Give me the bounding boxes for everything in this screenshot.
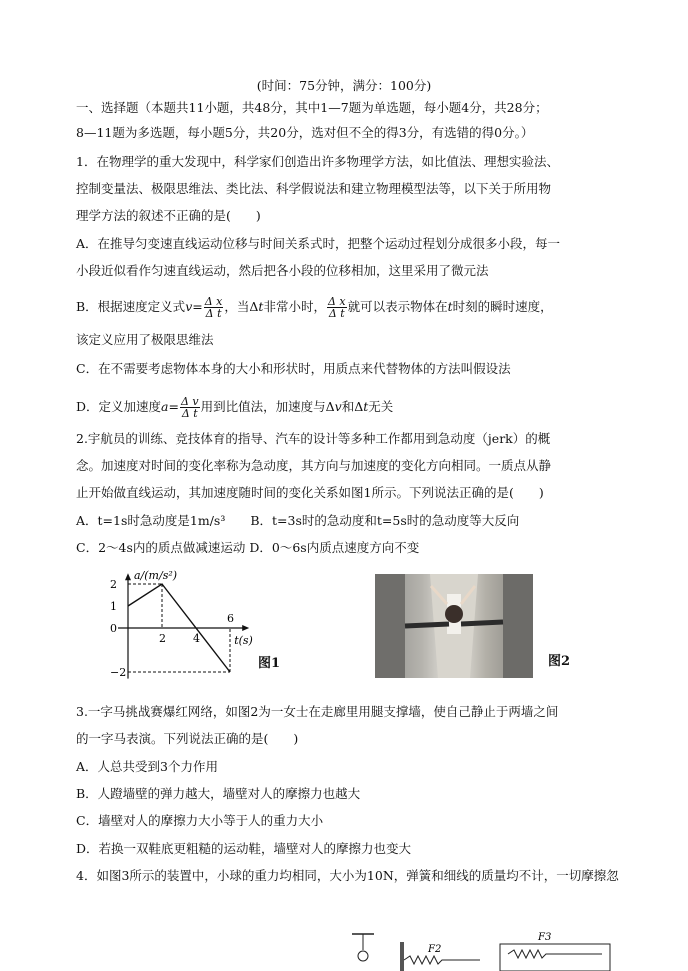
y-axis-label: a/(m/s²) [134,569,178,583]
q1-b-mid3: 就可以表示物体在 [347,299,448,314]
q3-stem-line1: 3.一字马挑战赛爆红网络，如图2为一女士在走廊里用腿支撑墙，使自己静止于两墙之间 [76,704,559,719]
q4-stem-line1: 4．如图3所示的装置中，小球的重力均相同，大小为10N，弹簧和细线的质量均不计，一切摩擦忽 [76,868,619,883]
q2-options-cd: C．2～4s内的质点做减速运动 D．0～6s内质点速度方向不变 [76,540,420,555]
x-tick-label: 6 [227,612,234,625]
q1-stem-line1: 1．在物理学的重大发现中，科学家们创造出许多物理学方法，如比值法、理想实验法、 [76,154,559,169]
q1-b-mid2: 非常小时， [263,299,326,314]
q2-options-ab: A．t=1s时急动度是1m/s³ B．t=3s时的急动度和t=5s时的急动度等大反向 [76,513,520,528]
q1-option-a-line2: 小段近似看作匀速直线运动，然后把各小段的位移相加，这里采用了微元法 [76,263,489,278]
q1-d-v: v [334,399,342,414]
q2-stem-line3: 止开始做直线运动，其加速度随时间的变化关系如图1所示。下列说法正确的是( ) [76,485,544,500]
q3-option-b: B．人蹬墙壁的弹力越大，墙壁对人的摩擦力也越大 [76,786,361,801]
q1-option-a-line1: A．在推导匀变速直线运动位移与时间关系式时，把整个运动过程划分成很多小段，每一 [76,236,561,251]
x-axis-arrow [242,625,249,631]
section-intro-line1: 一、选择题（本题共11小题，共48分，其中1—7题为单选题，每小题4分，共28分； [76,100,548,115]
x-tick-label: 4 [193,632,200,645]
q1-d-and: 和Δ [341,399,364,414]
y-tick-label: 2 [110,578,117,591]
fraction-dx-dt-2 [327,296,347,319]
ball-1 [358,951,368,961]
x-tick-label: 2 [159,632,166,645]
q1-b-v: v [185,299,193,314]
fraction-denominator: Δ t [328,307,345,320]
q1-stem-line2: 控制变量法、极限思维法、类比法、科学假说法和建立物理模型法等，以下关于所用物 [76,181,552,196]
figure3-apparatus [340,920,620,971]
f2-label: F2 [428,944,442,955]
q1-option-b-line2: 该定义应用了极限思维法 [76,332,214,347]
fraction-denominator: Δ t [205,307,222,320]
q1-option-d [76,390,393,424]
q1-d-eq: = [168,399,179,414]
spring-3 [508,950,602,958]
q1-d-end: 无关 [368,399,394,414]
right-wall [503,574,533,678]
q2-stem-line1: 2.宇航员的训练、竞技体育的指导、汽车的设计等多种工作都用到急动度（jerk）的概 [76,431,551,446]
y-tick-label: −2 [110,666,127,679]
wall-block [400,942,404,971]
spring-2 [404,956,480,964]
q1-stem-line3: 理学方法的叙述不正确的是( ) [76,208,261,223]
section-intro-line2: 8—11题为多选题，每小题5分，共20分，选对但不全的得3分，有选错的得0分。） [76,125,534,140]
figure2-label: 图2 [548,654,571,669]
figure1-label: 图1 [258,656,281,671]
q3-option-c: C．墙壁对人的摩擦力大小等于人的重力大小 [76,813,324,828]
fraction-numerator: Δ x [204,295,223,308]
q1-option-b-line1 [76,290,553,324]
q3-stem-line2: 的一字马表演。下列说法正确的是( ) [76,731,299,746]
q1-b-mid4: 时刻的瞬时速度， [452,299,553,314]
right-leg [461,622,503,624]
figure2-photo [375,574,533,678]
q1-d-prefix: D．定义加速度 [76,399,162,414]
q1-d-a: a [161,399,169,414]
y-tick-label: 0 [110,622,117,635]
q1-b-eq: = [192,299,203,314]
left-wall [375,574,405,678]
figure1-at-graph [86,568,266,682]
q1-b-prefix: B．根据速度定义式 [76,299,186,314]
f3-label: F3 [538,932,552,943]
fraction-numerator: Δ x [327,295,346,308]
fraction-dv-dt [180,396,200,419]
x-axis-label: t(s) [234,634,253,647]
q3-option-a: A．人总共受到3个力作用 [76,759,218,774]
q1-d-t: t [363,399,369,414]
fraction-numerator: Δ v [180,395,199,408]
q1-option-c: C．在不需要考虑物体本身的大小和形状时，用质点来代替物体的方法叫假设法 [76,361,511,376]
q3-option-d: D．若换一双鞋底更粗糙的运动鞋，墙壁对人的摩擦力也变大 [76,841,412,856]
q1-b-t: t [258,299,264,314]
left-leg [405,624,449,626]
person-head [445,605,463,623]
q1-d-mid: 用到比值法，加速度与Δ [200,399,335,414]
fraction-denominator: Δ t [181,407,198,420]
time-info: (时间：75分钟，满分：100分) [256,78,432,93]
y-tick-label: 1 [110,600,117,613]
frame-3 [500,944,610,971]
fraction-dx-dt [204,296,224,319]
y-axis-arrow [125,573,131,580]
q1-b-mid1: ，当Δ [224,299,259,314]
q1-b-t2: t [447,299,453,314]
q2-stem-line2: 念。加速度对时间的变化率称为急动度，其方向与加速度的变化方向相同。一质点从静 [76,458,552,473]
corridor-split-photo [375,574,533,678]
